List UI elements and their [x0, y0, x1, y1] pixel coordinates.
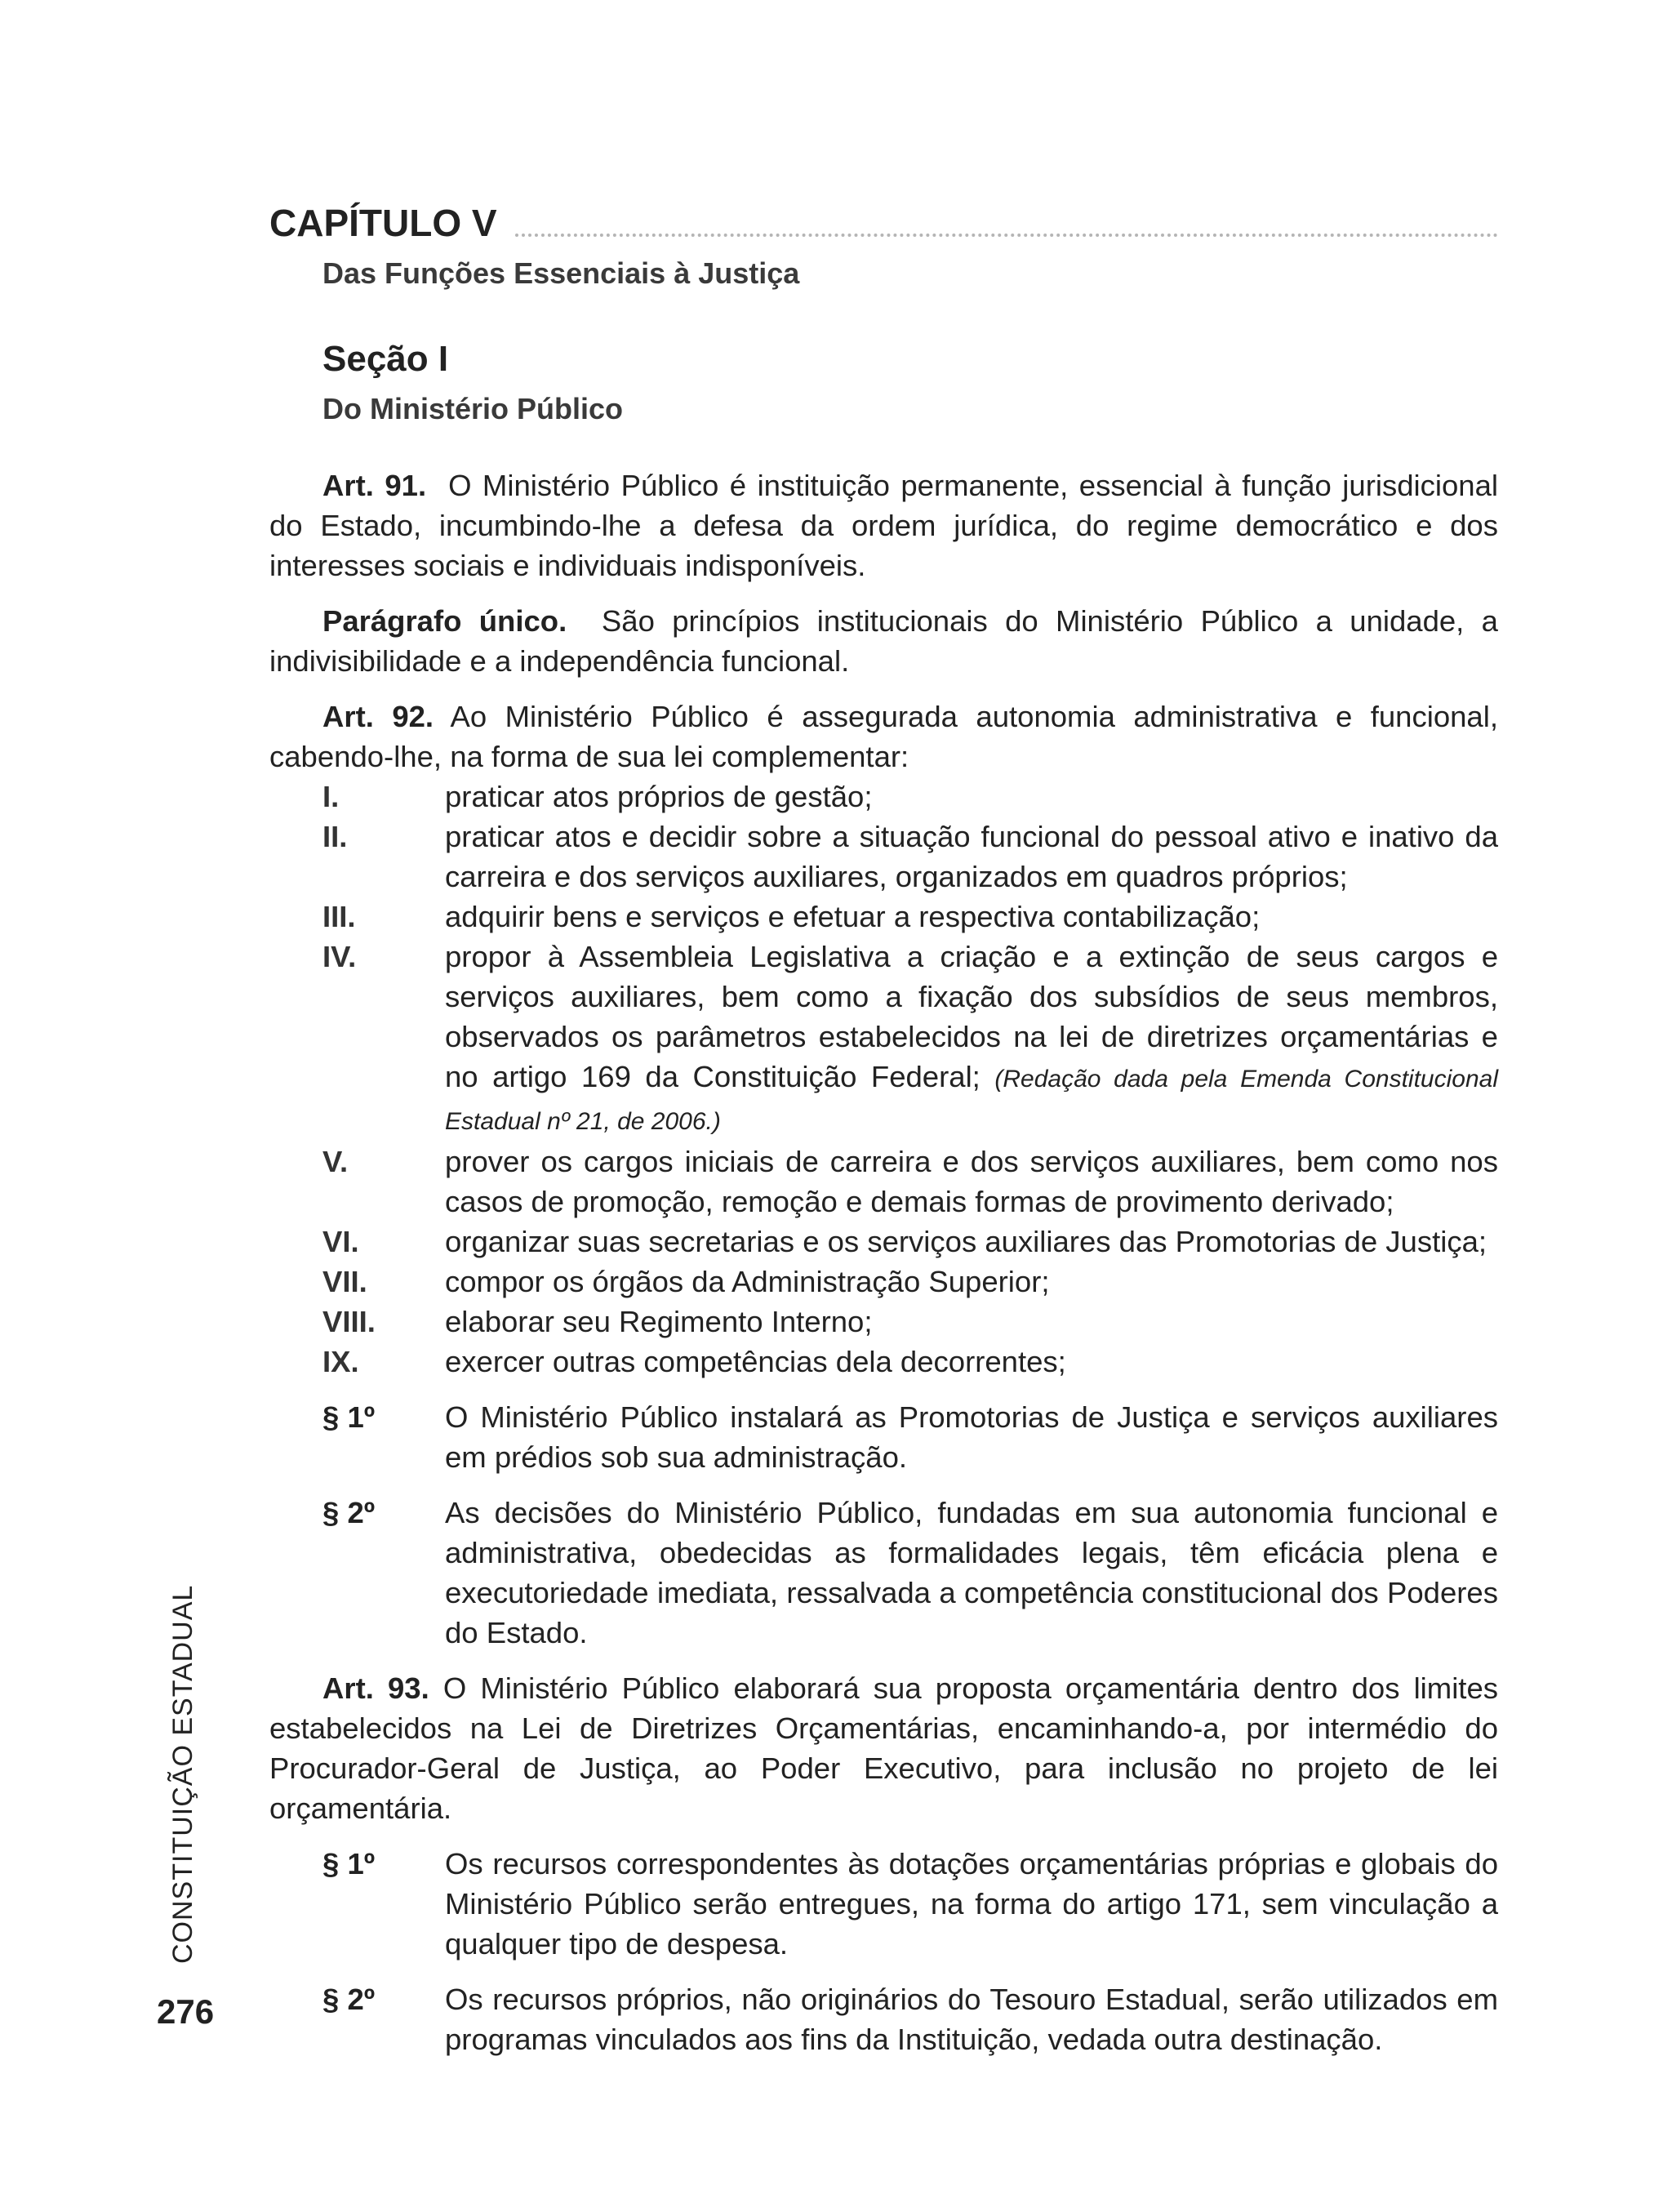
article-label: Art. 93.: [322, 1671, 429, 1705]
article-label: Art. 92.: [322, 700, 434, 733]
item-text: organizar suas secretarias e os serviços auxiliares das Promotorias de Justiça;: [445, 1225, 1487, 1258]
paragraph-text: Os recursos próprios, não originários do Tesouro Estadual, serão utilizados em programas vinculados aos fins da Instituição, vedada outra destinação.: [445, 1983, 1498, 2056]
article-label: Art. 91.: [322, 469, 427, 502]
sidebar-book-title: CONSTITUIÇÃO ESTADUAL: [167, 1584, 198, 1964]
paragraph-number: § 2º: [322, 1496, 376, 1529]
article-93-paragraph-1: [322, 1844, 1498, 1964]
chapter-title: CAPÍTULO V: [269, 202, 497, 244]
paragraph-text: Os recursos correspondentes às dotações orçamentárias próprias e globais do Ministério Público serão entregues, na forma do artigo 171, sem vinculação a qualquer tipo de despesa.: [445, 1847, 1498, 1961]
paragrafo-unico: [269, 601, 1498, 681]
article-92-paragraph-1: [322, 1397, 1498, 1477]
item-text: prover os cargos iniciais de carreira e dos serviços auxiliares, bem como nos casos de promoção, remoção e demais formas de provimento derivado;: [445, 1145, 1498, 1218]
page-number: 276: [157, 1992, 215, 2031]
article-text: Ao Ministério Público é assegurada autonomia administrativa e funcional, cabendo-lhe, na forma de sua lei complementar:: [269, 700, 1498, 773]
item-number: VIII.: [322, 1305, 376, 1338]
item-number: III.: [322, 900, 356, 933]
list-item: [322, 1342, 1498, 1382]
item-number: II.: [322, 820, 348, 853]
paragraph-number: § 2º: [322, 1983, 376, 2016]
list-item: [322, 1262, 1498, 1302]
amendment-note: (Redação dada pela Emenda Constitucional Estadual nº 21, de 2006.): [445, 1066, 1498, 1135]
item-text: elaborar seu Regimento Interno;: [445, 1305, 873, 1338]
item-text: compor os órgãos da Administração Superior;: [445, 1265, 1050, 1298]
item-number: IX.: [322, 1345, 359, 1378]
paragraph-text: As decisões do Ministério Público, fundadas em sua autonomia funcional e administrativa, obedecidas as formalidades legais, têm eficácia plena e executoriedade imediata, ressalvada a competência constitucional dos Poderes do Estado.: [445, 1496, 1498, 1649]
article-93-paragraph-2: [322, 1979, 1498, 2059]
article-93: [269, 1668, 1498, 1828]
paragraph-number: § 1º: [322, 1400, 376, 1434]
item-number: VII.: [322, 1265, 367, 1298]
article-92: [269, 697, 1498, 777]
article-92-paragraph-2: [322, 1493, 1498, 1653]
paragraph-number: § 1º: [322, 1847, 376, 1880]
list-item: [322, 1302, 1498, 1342]
item-number: IV.: [322, 940, 357, 973]
paragraph-label: Parágrafo único.: [322, 604, 567, 638]
article-91: [269, 465, 1498, 585]
article-text: O Ministério Público elaborará sua proposta orçamentária dentro dos limites estabelecidos na Lei de Diretrizes Orçamentárias, encaminhando-a, por intermédio do Procurador-Geral de Justiça, ao Poder Executivo, para inclusão no projeto de lei orçamentária.: [269, 1671, 1498, 1825]
list-item: [322, 817, 1498, 897]
list-item: [322, 1222, 1498, 1262]
section-subtitle: Do Ministério Público: [322, 392, 624, 425]
item-number: VI.: [322, 1225, 359, 1258]
list-item: [322, 897, 1498, 937]
chapter-header: [269, 204, 1498, 291]
paragraph-text: São princípios institucionais do Ministério Público a unidade, a indivisibilidade e a independência funcional.: [269, 604, 1498, 678]
item-text: propor à Assembleia Legislativa a criação e a extinção de seus cargos e serviços auxiliares, bem como a fixação dos subsídios de seus membros, observados os parâmetros estabelecidos na lei de diretrizes orçamentárias e no artigo 169 da Constituição Federal;: [445, 940, 1498, 1093]
item-text: adquirir bens e serviços e efetuar a respectiva contabilização;: [445, 900, 1261, 933]
item-text-with-note: [445, 937, 1498, 1142]
article-text: O Ministério Público é instituição permanente, essencial à função jurisdicional do Estado, incumbindo-lhe a defesa da ordem jurídica, do regime democrático e dos interesses sociais e individuais indisponíveis.: [269, 469, 1498, 582]
list-item: [322, 937, 1498, 1142]
article-92-items: [322, 777, 1498, 1382]
item-number: V.: [322, 1145, 349, 1178]
list-item: [322, 777, 1498, 817]
item-number: I.: [322, 780, 340, 813]
list-item: [322, 1142, 1498, 1222]
section-title: Seção I: [322, 339, 449, 379]
section-header: [322, 341, 623, 426]
document-body: [269, 465, 1498, 2059]
chapter-subtitle: Das Funções Essenciais à Justiça: [322, 256, 800, 290]
item-text: exercer outras competências dela decorrentes;: [445, 1345, 1066, 1378]
paragraph-text: O Ministério Público instalará as Promotorias de Justiça e serviços auxiliares em prédios sob sua administração.: [445, 1400, 1498, 1474]
dotted-rule: [515, 234, 1498, 237]
item-text: praticar atos próprios de gestão;: [445, 780, 873, 813]
item-text: praticar atos e decidir sobre a situação funcional do pessoal ativo e inativo da carreira e dos serviços auxiliares, organizados em quadros próprios;: [445, 820, 1498, 893]
